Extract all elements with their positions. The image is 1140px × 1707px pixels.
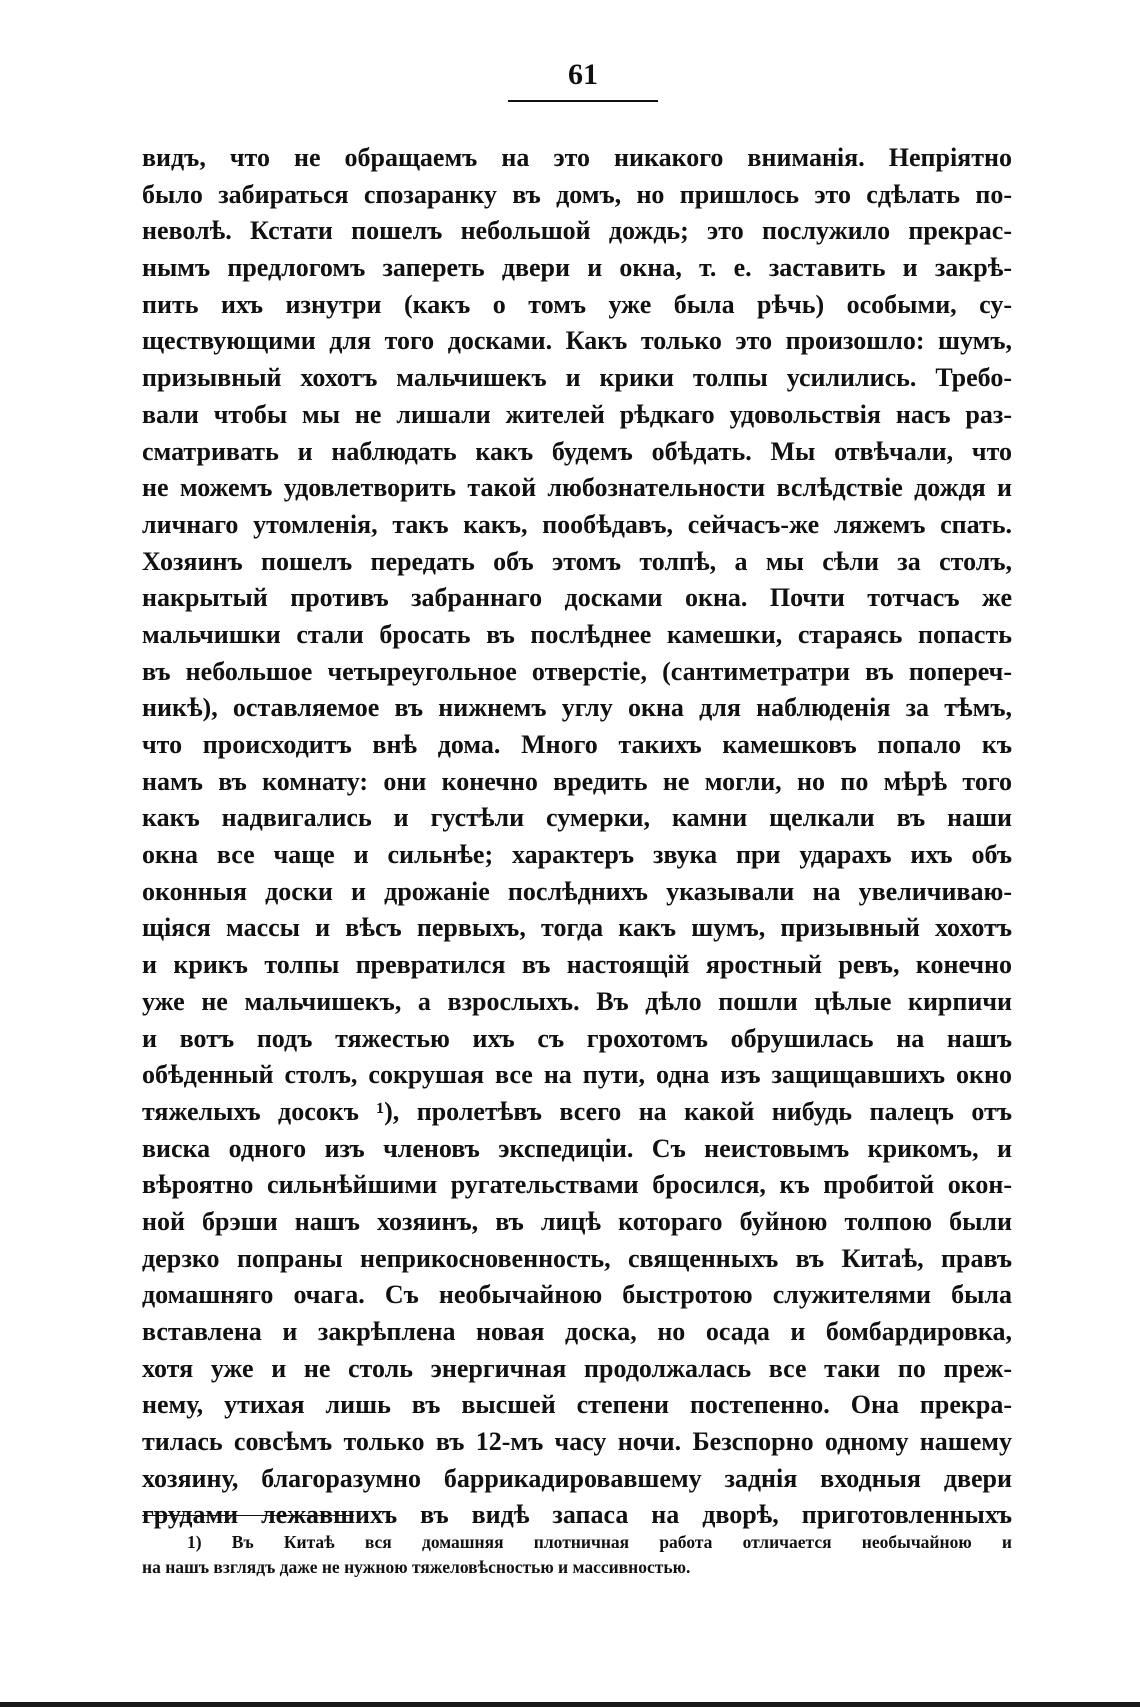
footnote-line: 1) Въ Китаѣ вся домашняя плотничная работа отличается необычайною и — [187, 1532, 1012, 1552]
footnote-rule — [142, 1515, 354, 1516]
text-line: намъ въ комнату: они конечно вредить не могли, но по мѣрѣ того — [142, 766, 1012, 796]
text-line: домашняго очага. Съ необычайною быстротою служителями была — [142, 1280, 1012, 1310]
text-line: обѣденный столъ, сокрушая все на пути, одна изъ защищавшихъ окно — [142, 1060, 1012, 1090]
text-line: ществующими для того досками. Какъ только это произошло: шумъ, — [142, 326, 1012, 356]
text-line: личнаго утомленія, такъ какъ, пообѣдавъ, сейчасъ-же ляжемъ спать. — [142, 509, 1012, 539]
footnote-line: на нашъ взглядъ даже не нужною тяжеловѣсностью и массивностью. — [142, 1557, 691, 1577]
text-line: и крикъ толпы превратился въ настоящій яростный ревъ, конечно — [142, 950, 1012, 980]
text-line: какъ надвигались и густѣли сумерки, камни щелкали въ наши — [142, 803, 1012, 833]
text-line: сматривать и наблюдать какъ будемъ обѣдать. Мы отвѣчали, что — [142, 436, 1012, 466]
text-line: грудами лежавшихъ въ видѣ запаса на дворѣ, приготовленныхъ — [142, 1500, 1012, 1530]
text-line: мальчишки стали бросать въ послѣднее камешки, стараясь попасть — [142, 619, 1012, 649]
text-line: пить ихъ изнутри (какъ о томъ уже была рѣчь) особыми, су- — [142, 289, 1012, 319]
text-line: вали чтобы мы не лишали жителей рѣдкаго удовольствія насъ раз- — [142, 399, 1012, 429]
text-line: нымъ предлогомъ запереть двери и окна, т. е. заставить и закрѣ- — [142, 253, 1012, 283]
text-line: вѣроятно сильнѣйшими ругательствами бросился, къ пробитой окон- — [142, 1170, 1012, 1200]
text-line: дерзко попраны неприкосновенность, священныхъ въ Китаѣ, правъ — [142, 1243, 1012, 1273]
text-line: накрытый противъ забраннаго досками окна. Почти тотчасъ же — [142, 583, 1012, 613]
text-line: никѣ), оставляемое въ нижнемъ углу окна для наблюденія за тѣмъ, — [142, 693, 1012, 723]
text-line: было забираться спозаранку въ домъ, но пришлось это сдѣлать по- — [142, 179, 1012, 209]
text-line: и вотъ подъ тяжестью ихъ съ грохотомъ обрушилась на нашъ — [142, 1023, 1012, 1053]
text-line: вставлена и закрѣплена новая доска, но осада и бомбардировка, — [142, 1317, 1012, 1346]
text-line: тяжелыхъ досокъ ¹), пролетѣвъ всего на какой нибудь палецъ отъ — [142, 1096, 1012, 1126]
footnote — [142, 1530, 1012, 1580]
text-line: неволѣ. Кстати пошелъ небольшой дождь; это послужило прекрас- — [142, 216, 1012, 246]
page-number-rule — [508, 100, 658, 102]
text-line: щіяся массы и вѣсъ первыхъ, тогда какъ шумъ, призывный хохотъ — [142, 913, 1012, 943]
text-line: виска одного изъ членовъ экспедиціи. Съ неистовымъ крикомъ, и — [142, 1133, 1012, 1163]
text-line: тилась совсѣмъ только въ 12-мъ часу ночи. Безспорно одному нашему — [142, 1427, 1012, 1457]
text-line: въ небольшое четыреугольное отверстіе, (сантиметратри въ попереч- — [142, 656, 1012, 686]
text-line: уже не мальчишекъ, а взрослыхъ. Въ дѣло пошли цѣлые кирпичи — [142, 986, 1012, 1016]
text-line: хозяину, благоразумно баррикадировавшему заднія входныя двери — [142, 1463, 1012, 1493]
text-line: оконныя доски и дрожаніе послѣднихъ указывали на увеличиваю- — [142, 876, 1012, 906]
body-text — [142, 140, 1012, 1534]
page-number: 61 — [568, 58, 598, 91]
text-line: ной брэши нашъ хозяинъ, въ лицѣ котораго буйною толпою были — [142, 1206, 1012, 1236]
text-line: хотя уже и не столь энергичная продолжалась все таки по преж- — [142, 1353, 1012, 1383]
text-line: не можемъ удовлетворить такой любознательности вслѣдствіе дождя и — [142, 473, 1012, 503]
text-line: окна все чаще и сильнѣе; характеръ звука при ударахъ ихъ объ — [142, 840, 1012, 870]
scan-bottom-edge — [0, 1702, 1140, 1707]
text-line: Хозяинъ пошелъ передать объ этомъ толпѣ, а мы сѣли за столъ, — [142, 546, 1012, 576]
text-line: призывный хохотъ мальчишекъ и крики толпы усилились. Требо- — [142, 363, 1012, 393]
text-line: нему, утихая лишь въ высшей степени постепенно. Она прекра- — [142, 1390, 1012, 1420]
text-line: что происходитъ внѣ дома. Много такихъ камешковъ попало къ — [142, 730, 1012, 759]
text-line: видъ, что не обращаемъ на это никакого вниманія. Непріятно — [142, 143, 1012, 172]
